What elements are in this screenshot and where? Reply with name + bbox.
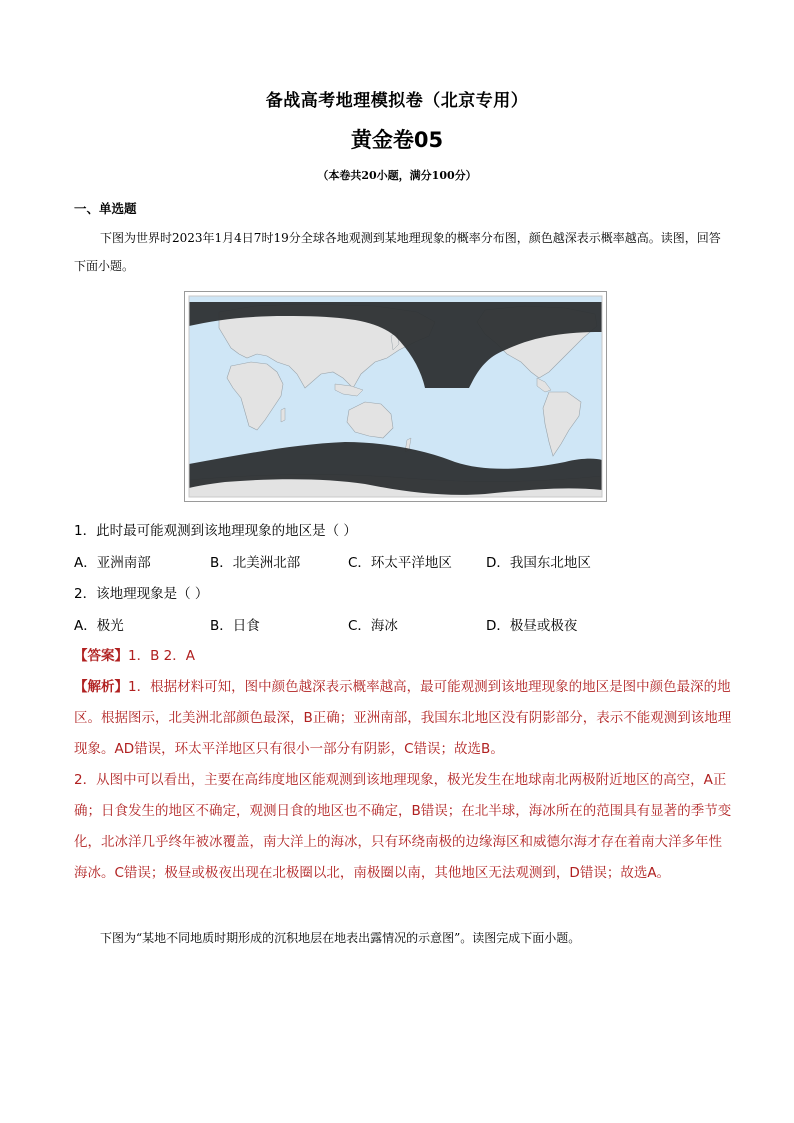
question-2-option-d[interactable]: D．极昼或极夜	[486, 618, 578, 634]
question-2-option-b[interactable]: B．日食	[210, 618, 260, 634]
paper-note: （本卷共20小题，满分100分）	[317, 169, 477, 182]
question-1-option-d[interactable]: D．我国东北地区	[486, 555, 591, 571]
question-2-option-c[interactable]: C．海冰	[348, 618, 398, 634]
answer-tag: 【答案】	[74, 648, 128, 664]
analysis-part-1	[74, 672, 732, 765]
question-1-option-c[interactable]: C．环太平洋地区	[348, 555, 452, 571]
question-1-option-a[interactable]: A．亚洲南部	[74, 555, 151, 571]
analysis-tag: 【解析】	[74, 679, 128, 695]
analysis-part-2: 2．从图中可以看出，主要在高纬度地区能观测到该地理现象，极光发生在地球南北两极附近地区的高空，A正确；日食发生的地区不确定，观测日食的地区也不确定，B错误；在北半球，海冰所在的范围具有显著的季节变化，北冰洋几乎终年被冰覆盖，南大洋上的海冰，只有环绕南极的边缘海区和威德尔海才存在着南大洋多年性海冰。C错误；极昼或极夜出现在北极圈以北，南极圈以南，其他地区无法观测到，D错误；故选A。	[74, 772, 732, 881]
land-madagascar	[281, 408, 285, 422]
answer-text: 1．B 2．A	[128, 648, 195, 664]
question-1-option-b[interactable]: B．北美洲北部	[210, 555, 301, 571]
analysis-text-1: 1．根据材料可知，图中颜色越深表示概率越高，最可能观测到该地理现象的地区是图中颜色最深的地区。根据图示，北美洲北部颜色最深，B正确；亚洲南部，我国东北地区没有阴影部分，表示不能观测到该地理现象。AD错误，环太平洋地区只有很小一部分有阴影，C错误；故选B。	[74, 679, 732, 757]
question-2-option-a[interactable]: A．极光	[74, 618, 124, 634]
question-2-stem: 2．该地理现象是（ ）	[74, 586, 209, 602]
map-svg	[185, 292, 606, 501]
answer-line	[74, 644, 195, 664]
paper-title: 备战高考地理模拟卷（北京专用）	[265, 91, 529, 111]
world-probability-map	[184, 291, 607, 502]
section-heading: 一、单选题	[74, 201, 137, 216]
question-1-stem: 1．此时最可能观测到该地理现象的地区是（ ）	[74, 523, 357, 539]
paper-subtitle: 黄金卷05	[350, 128, 444, 152]
intro-paragraph-1: 下图为世界时2023年1月4日7时19分全球各地观测到某地理现象的概率分布图，颜色越深表示概率越高。读图，回答下面小题。	[74, 231, 721, 273]
intro-paragraph-2: 下图为“某地不同地质时期形成的沉积地层在地表出露情况的示意图”。读图完成下面小题。	[100, 931, 581, 945]
